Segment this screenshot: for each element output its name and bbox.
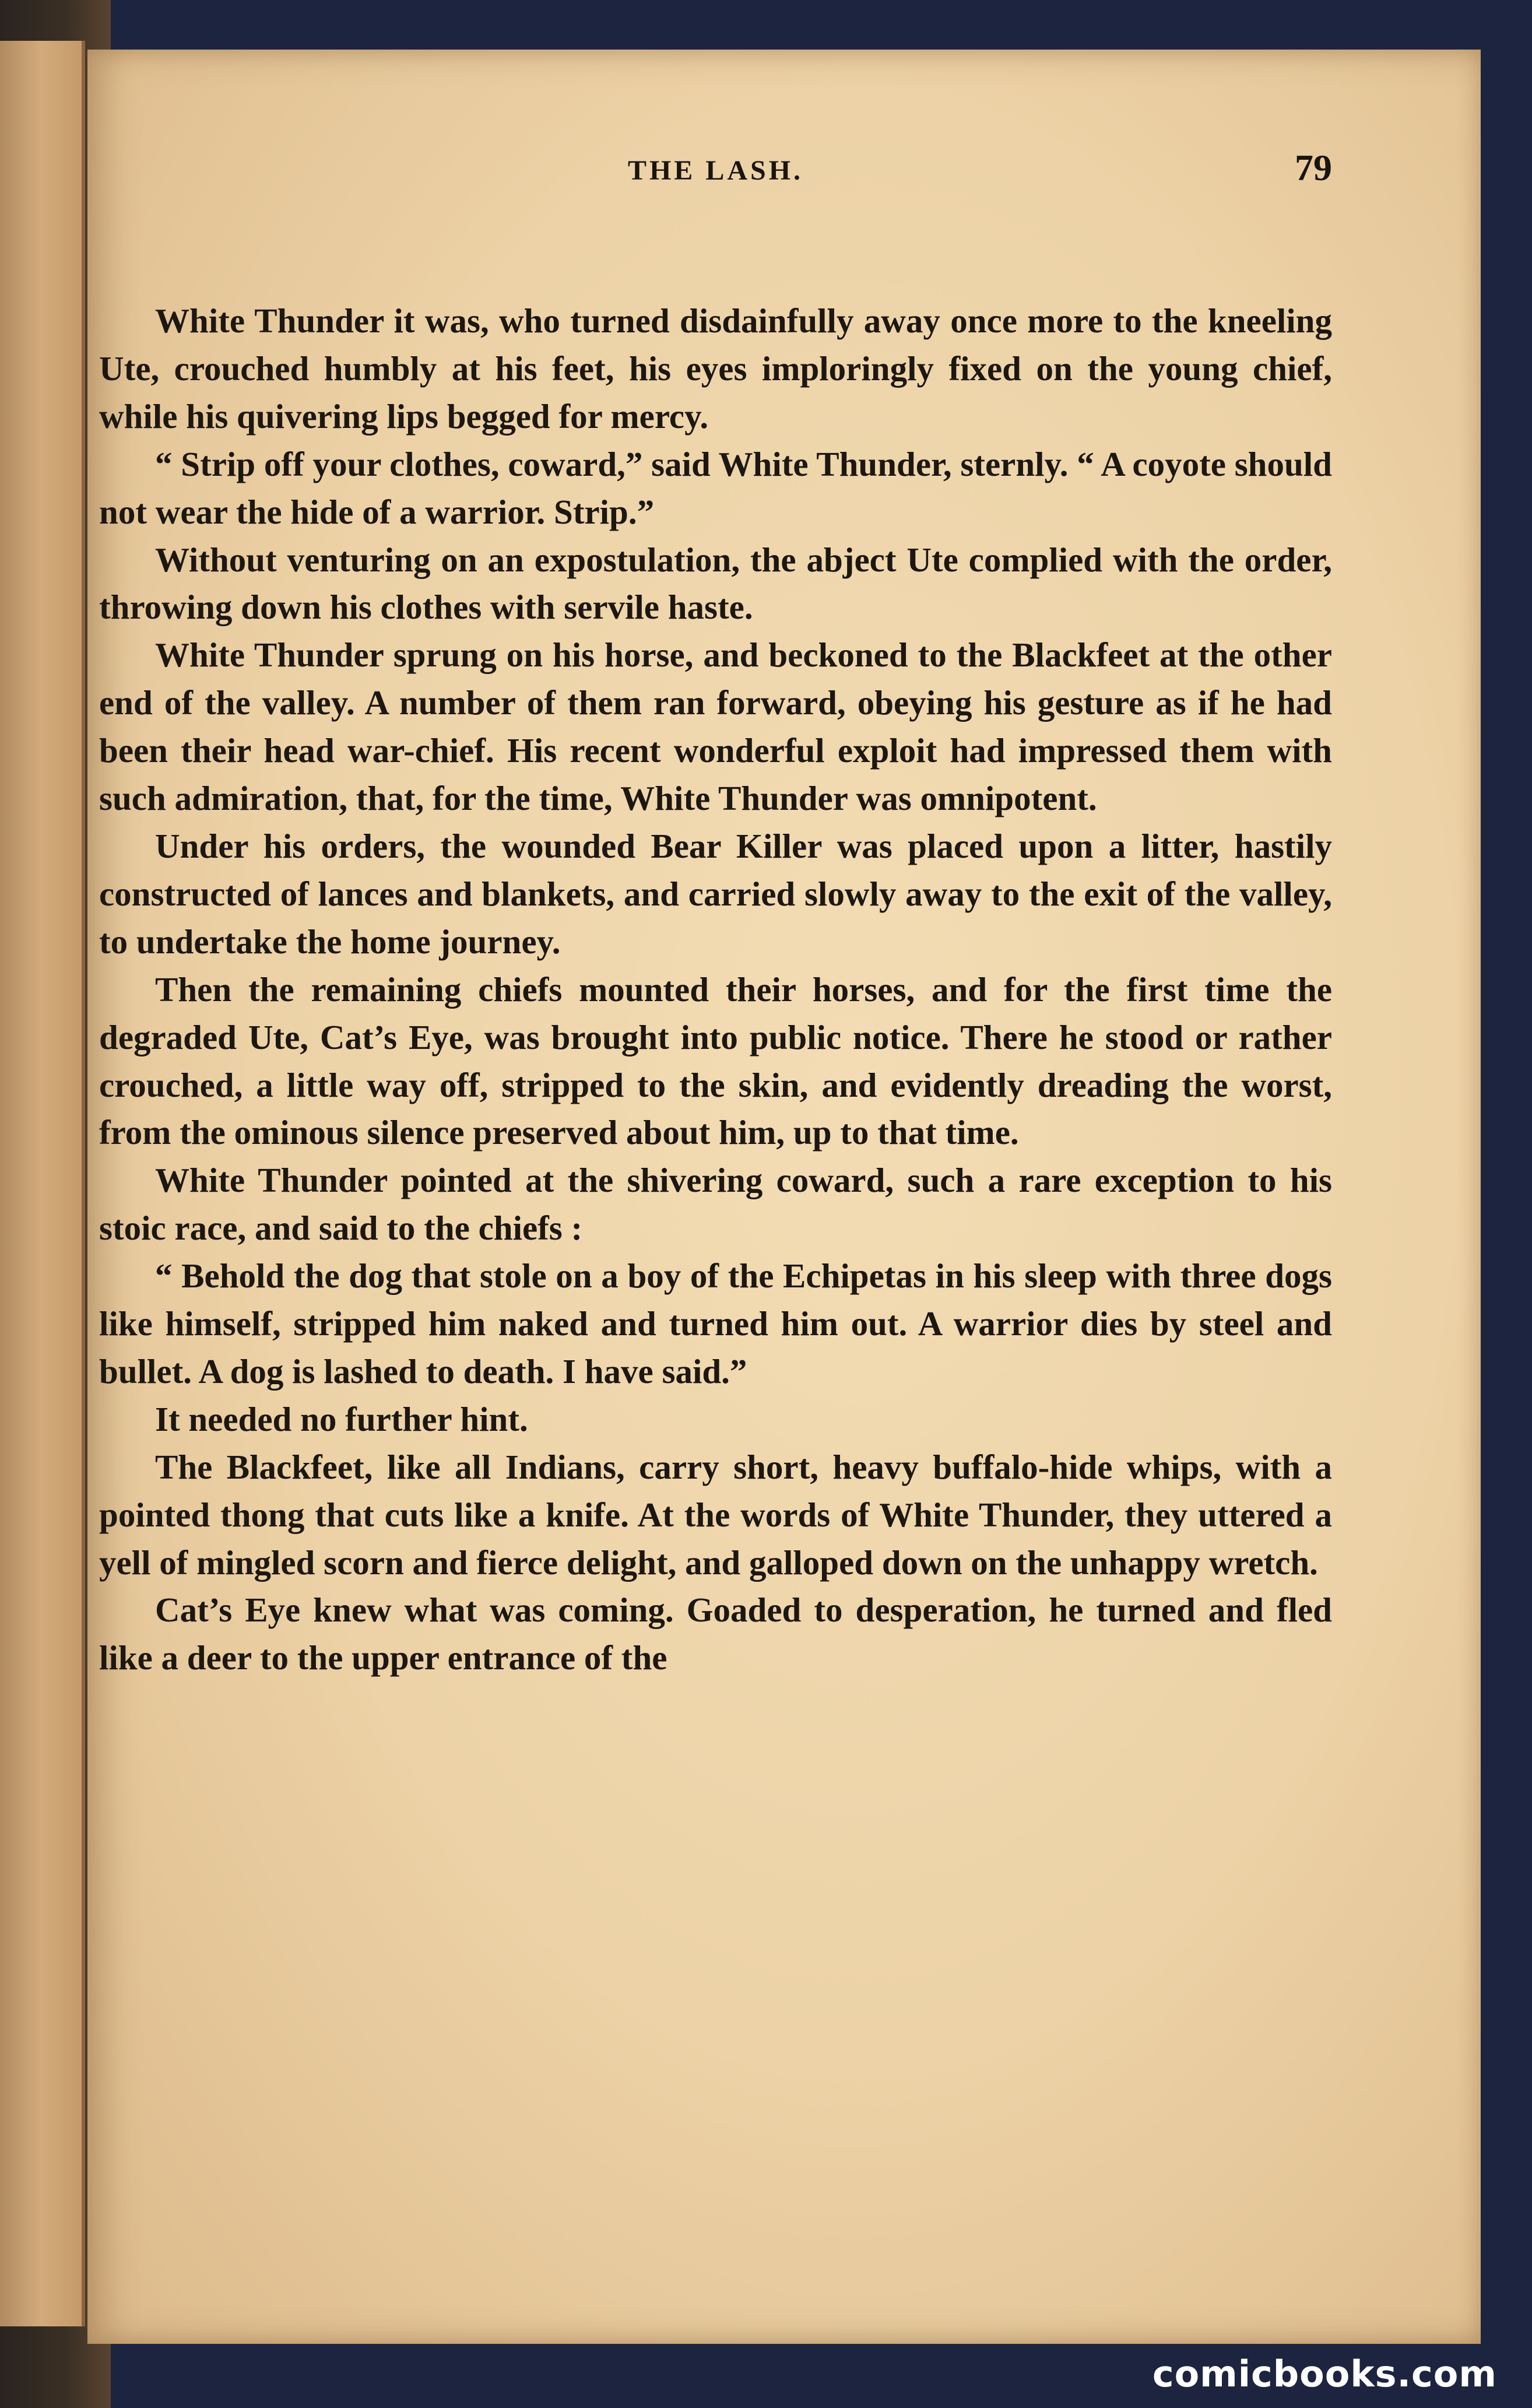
paragraph: “ Behold the dog that stole on a boy of the Echipetas in his sleep with three dogs like himself, stripped him naked and turned him out. A warrior dies by steel and bullet. A dog is lashed to death. I have said.” [99,1256,1332,1391]
paragraph: White Thunder sprung on his horse, and beckoned to the Blackfeet at the other end of the valley. A number of them ran forward, obeying his gesture as if he had been their head war-chief. His recent wonderful exploit had impressed them with such admiration, that, for the time, White Thunder was omnipotent. [99,636,1332,818]
page-header [99,147,1332,207]
site-watermark: comicbooks.com [1152,2353,1497,2395]
body-text [99,297,1332,1682]
page-number: 79 [1295,147,1332,188]
paragraph: It needed no further hint. [155,1399,528,1438]
paragraph: Under his orders, the wounded Bear Killer was placed upon a litter, hastily constructed of lances and blankets, and carried slowly away to the exit of the valley, to undertake the home journey. [99,826,1332,961]
paragraph: White Thunder pointed at the shivering coward, such a rare exception to his stoic race, and said to the chiefs : [99,1161,1332,1248]
previous-page-edge [0,41,85,2326]
paragraph: The Blackfeet, like all Indians, carry short, heavy buffalo-hide whips, with a pointed thong that cuts like a knife. At the words of White Thunder, they uttered a yell of mingled scorn and fierce delight, and galloped down on the unhappy wretch. [99,1447,1332,1582]
paragraph: Without venturing on an expostulation, the abject Ute complied with the order, throwing down his clothes with servile haste. [99,540,1332,627]
paragraph: “ Strip off your clothes, coward,” said White Thunder, sternly. “ A coyote should not wear the hide of a warrior. Strip.” [99,444,1332,531]
paragraph: Cat’s Eye knew what was coming. Goaded to desperation, he turned and fled like a deer to the upper entrance of the [99,1591,1332,1677]
paragraph: Then the remaining chiefs mounted their horses, and for the first time the degraded Ute, Cat’s Eye, was brought into public notice. There he stood or rather crouched, a little way off, stripped to the skin, and evidently dreading the worst, from the ominous silence preserved about him, up to that time. [99,970,1332,1152]
paragraph: White Thunder it was, who turned disdainfully away once more to the kneeling Ute, crouched humbly at his feet, his eyes imploringly fixed on the young chief, while his quivering lips begged for mercy. [99,301,1332,436]
running-head: THE LASH. [627,155,804,186]
